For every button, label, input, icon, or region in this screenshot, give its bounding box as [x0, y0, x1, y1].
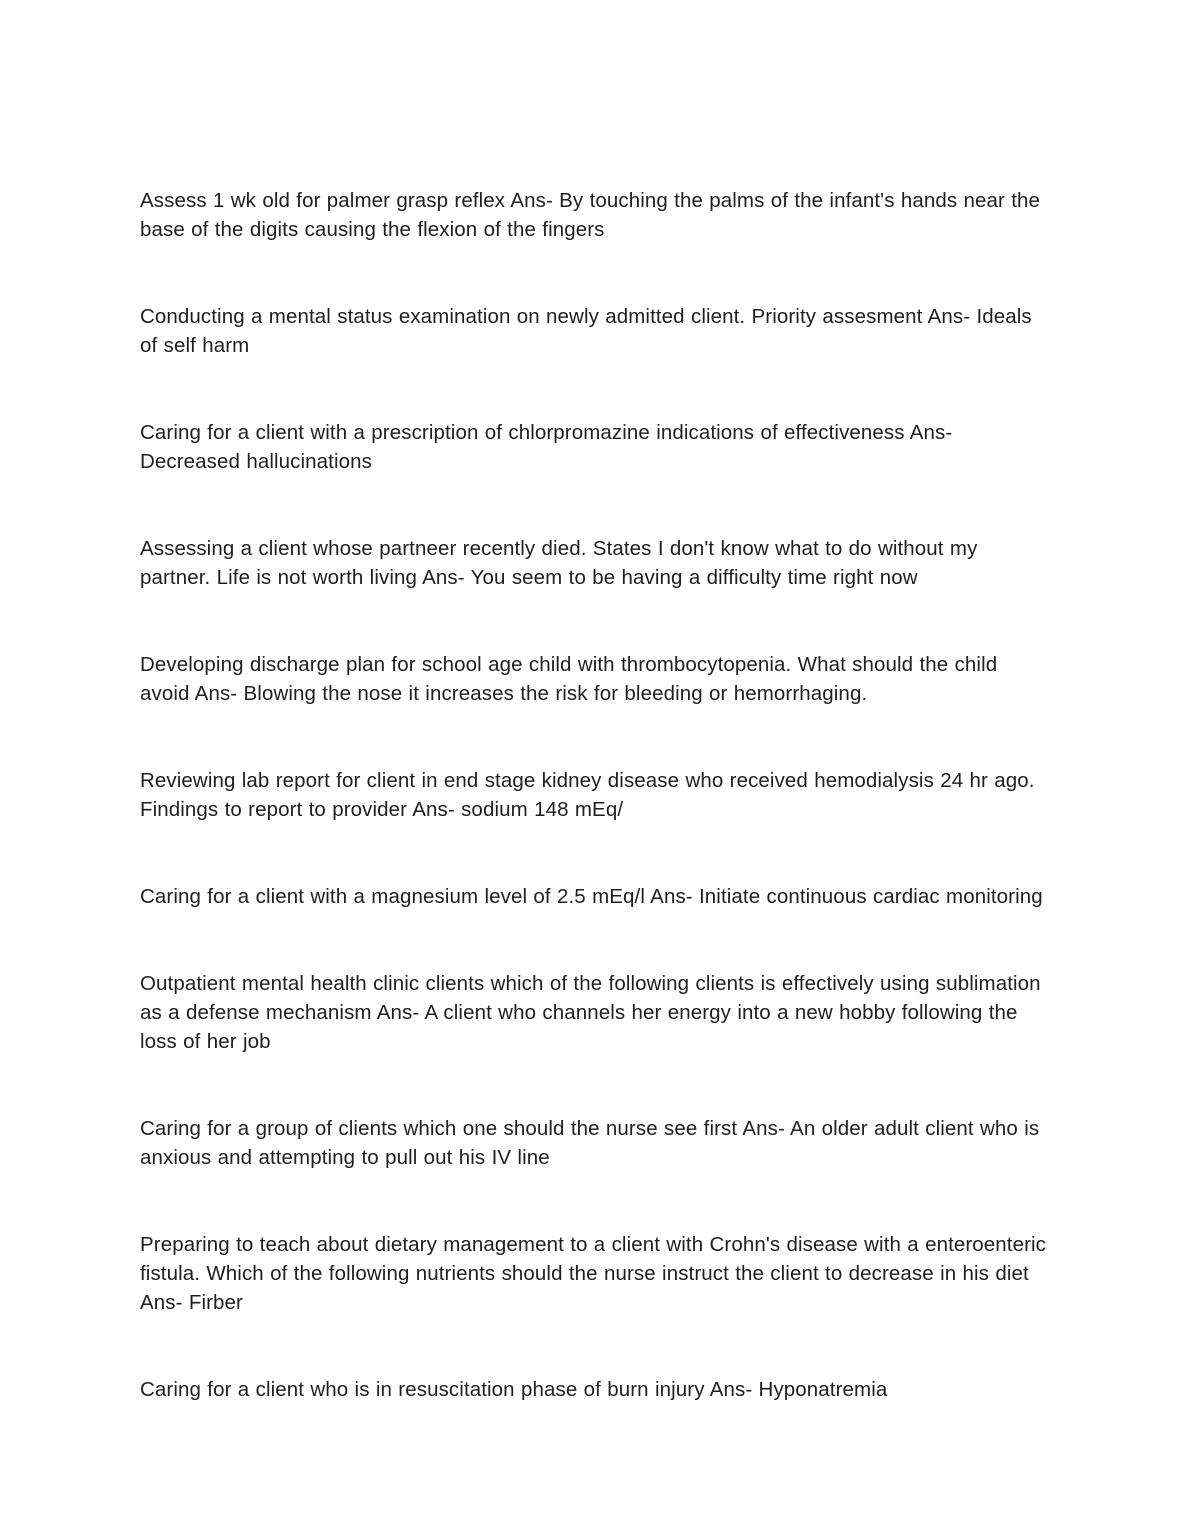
- paragraph: Reviewing lab report for client in end stage kidney disease who received hemodialysis 24 hr ago. Findings to report to provider Ans- sodium 148 mEq/: [140, 769, 1035, 821]
- paragraph: Caring for a client with a prescription of chlorpromazine indications of effectiveness Ans- Decreased hallucinations: [140, 421, 953, 473]
- paragraph: Assessing a client whose partneer recently died. States I don't know what to do without my partner. Life is not worth living Ans- You seem to be having a difficulty time right now: [140, 537, 978, 589]
- paragraph: Conducting a mental status examination on newly admitted client. Priority assesment Ans- Ideals of self harm: [140, 305, 1032, 357]
- paragraph: Preparing to teach about dietary management to a client with Crohn's disease with a enteroenteric fistula. Which of the following nutrients should the nurse instruct the client to decrease in his diet Ans- Firber: [140, 1233, 1047, 1314]
- paragraph: Assess 1 wk old for palmer grasp reflex Ans- By touching the palms of the infant's hands near the base of the digits causing the flexion of the fingers: [140, 189, 1041, 241]
- paragraph: Caring for a client who is in resuscitation phase of burn injury Ans- Hyponatremia: [140, 1378, 888, 1401]
- paragraph: Developing discharge plan for school age child with thrombocytopenia. What should the child avoid Ans- Blowing the nose it increases the risk for bleeding or hemorrhaging.: [140, 653, 998, 705]
- paragraph: Caring for a client with a magnesium level of 2.5 mEq/l Ans- Initiate continuous cardiac monitoring: [140, 885, 1043, 908]
- paragraph: Caring for a group of clients which one should the nurse see first Ans- An older adult client who is anxious and attempting to pull out his IV line: [140, 1117, 1040, 1169]
- paragraph: Outpatient mental health clinic clients which of the following clients is effectively using sublimation as a defense mechanism Ans- A client who channels her energy into a new hobby following the loss of her job: [140, 972, 1041, 1053]
- document-body: [140, 186, 1052, 1404]
